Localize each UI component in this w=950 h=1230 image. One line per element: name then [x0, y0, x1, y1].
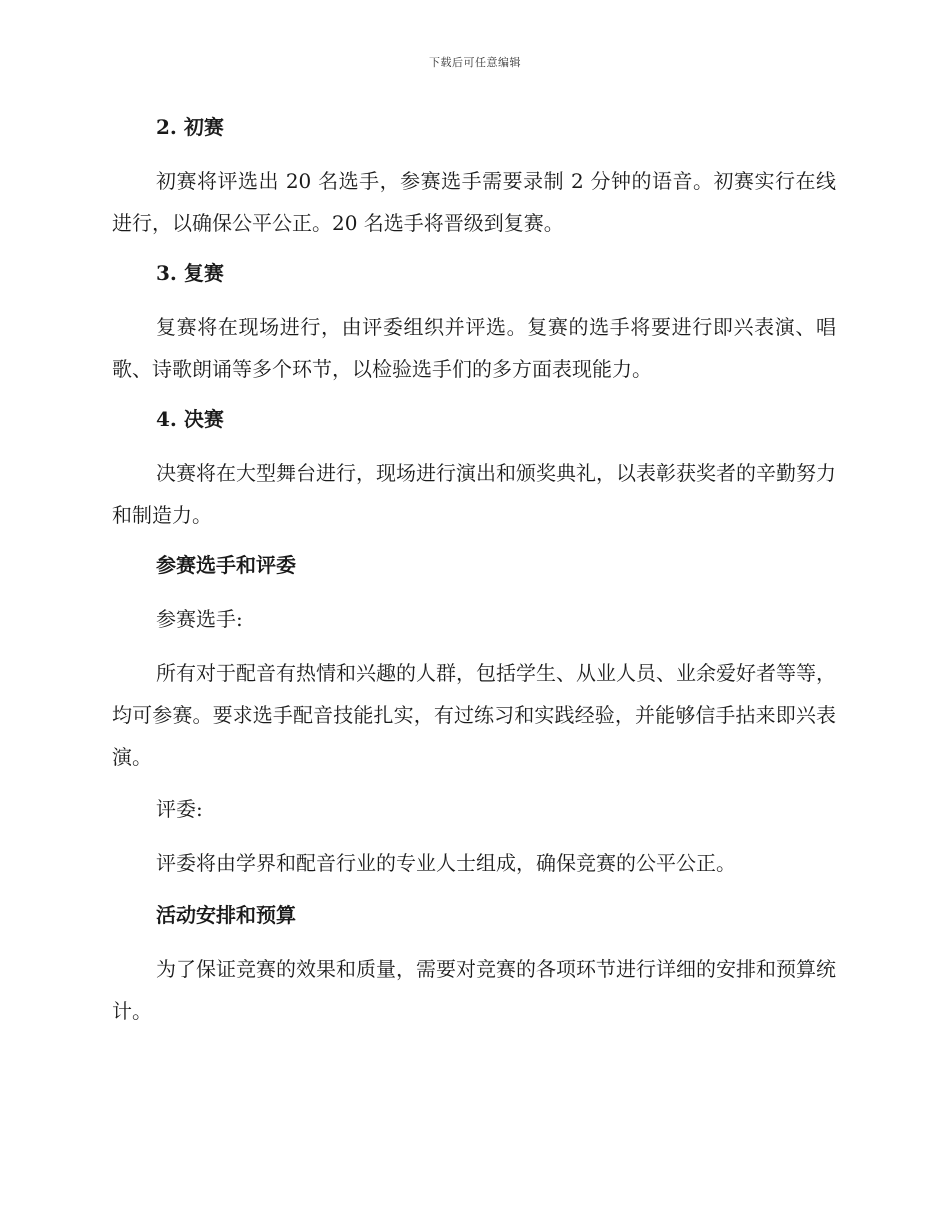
section-heading-schedule-budget: 活动安排和预算	[156, 903, 296, 927]
paragraph-final: 决赛将在大型舞台进行，现场进行演出和颁奖典礼，以表彰获奖者的辛勤努力和制造力。	[112, 461, 836, 527]
section-heading-final: 4. 决赛	[156, 407, 224, 431]
paragraph-judges-label: 评委:	[156, 797, 203, 821]
paragraph-semifinal: 复赛将在现场进行，由评委组织并评选。复赛的选手将要进行即兴表演、唱歌、诗歌朗诵等多个环节，以检验选手们的多方面表现能力。	[112, 315, 836, 381]
paragraph-contestants: 所有对于配音有热情和兴趣的人群，包括学生、从业人员、业余爱好者等等，均可参赛。要求选手配音技能扎实，有过练习和实践经验，并能够信手拈来即兴表演。	[112, 661, 836, 769]
section-heading-preliminary: 2. 初赛	[156, 115, 224, 139]
paragraph-judges: 评委将由学界和配音行业的专业人士组成，确保竞赛的公平公正。	[156, 851, 736, 875]
document-body	[112, 108, 836, 1042]
paragraph-schedule-budget: 为了保证竞赛的效果和质量，需要对竞赛的各项环节进行详细的安排和预算统计。	[112, 957, 836, 1023]
paragraph-contestants-label: 参赛选手:	[156, 607, 243, 631]
section-heading-semifinal: 3. 复赛	[156, 261, 224, 285]
paragraph-preliminary: 初赛将评选出 20 名选手，参赛选手需要录制 2 分钟的语音。初赛实行在线进行，以确保公平公正。20 名选手将晋级到复赛。	[112, 169, 836, 235]
page-header: 下载后可任意编辑	[429, 56, 521, 69]
section-heading-contestants-judges: 参赛选手和评委	[156, 553, 296, 577]
